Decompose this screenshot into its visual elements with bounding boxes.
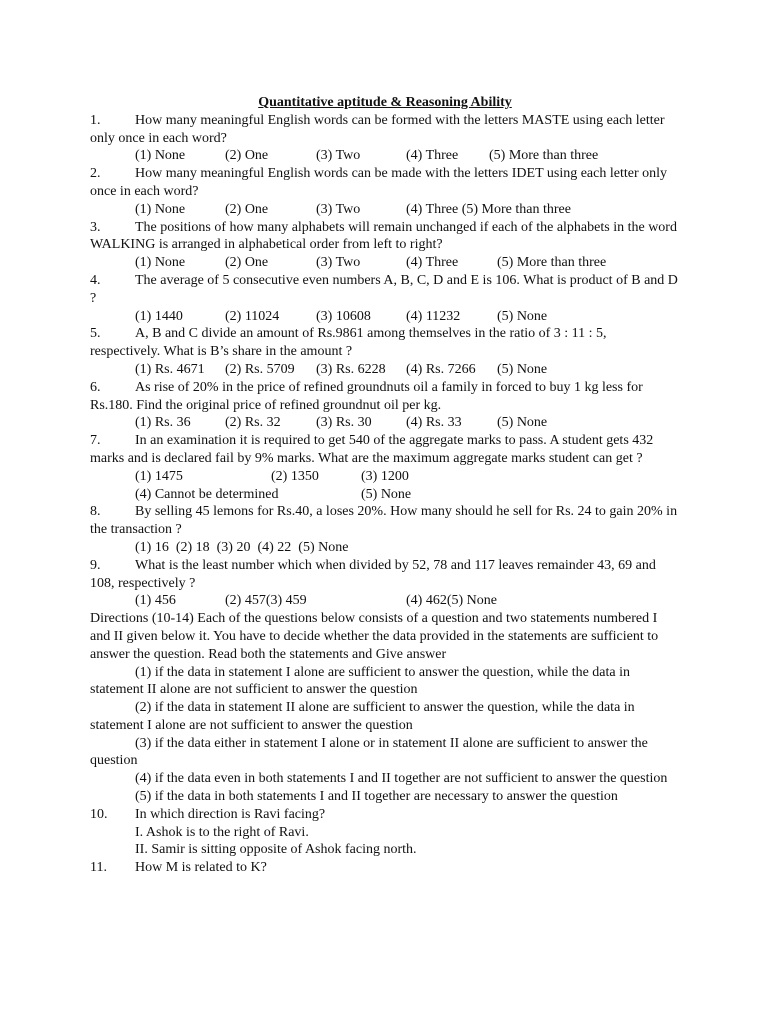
option: (2) Rs. 5709 <box>225 361 295 377</box>
direction-choice: (2) if the data in statement II alone are sufficient to answer the question, while the data in statement I alone are not sufficient to answer the question <box>90 700 635 733</box>
option: (4) Rs. 7266 <box>406 361 476 377</box>
question-10 <box>90 806 680 824</box>
option: (3) 10608 <box>316 308 371 324</box>
option: (1) 1475 <box>135 468 183 484</box>
question-text: The positions of how many alphabets will remain unchanged if each of the alphabets in the word WALKING is arranged in alphabetical order from left to right? <box>90 219 677 253</box>
question-number: 3. <box>90 219 101 235</box>
direction-choice: (1) if the data in statement I alone are sufficient to answer the question, while the data in statement II alone are not sufficient to answer the question <box>90 664 631 698</box>
option: (1) 16 (2) 18 (3) 20 (4) 22 (5) None <box>135 539 349 555</box>
question-6 <box>90 379 680 415</box>
question-text: The average of 5 consecutive even numbers A, B, C, D and E is 106. What is product of B and D ? <box>90 272 678 306</box>
question-text: How M is related to K? <box>135 860 267 876</box>
direction-choice: (5) if the data in both statements I and II together are necessary to answer the question <box>135 789 618 805</box>
option: (5) None <box>497 415 548 431</box>
question-9 <box>90 557 680 593</box>
option: (4) Three <box>406 255 459 271</box>
question-1 <box>90 112 680 148</box>
option: (5) More than three <box>497 255 607 271</box>
option: (1) 456 <box>135 593 176 609</box>
option: (3) 1200 <box>361 468 409 484</box>
option: (2) One <box>225 148 269 164</box>
option: (1) None <box>135 255 186 271</box>
option: (5) More than three <box>489 148 599 164</box>
question-8 <box>90 503 680 539</box>
option: (3) Rs. 30 <box>316 415 372 431</box>
document-page <box>90 94 680 877</box>
question-number: 5. <box>90 326 101 342</box>
statement-2: II. Samir is sitting opposite of Ashok facing north. <box>135 842 417 858</box>
question-text: By selling 45 lemons for Rs.40, a loses 20%. How many should he sell for Rs. 24 to gain 20% in the transaction ? <box>90 504 678 538</box>
option: (4) Three <box>406 148 459 164</box>
question-text: A, B and C divide an amount of Rs.9861 among themselves in the ratio of 3 : 11 : 5, respectively. What is B’s share in the amount ? <box>90 326 607 360</box>
question-text: As rise of 20% in the price of refined groundnuts oil a family in forced to buy 1 kg less for Rs.180. Find the original price of refined groundnut oil per kg. <box>90 379 643 413</box>
option: (1) None <box>135 148 186 164</box>
option: (2) One <box>225 255 269 271</box>
page-title: Quantitative aptitude & Reasoning Ability <box>258 95 512 110</box>
options-row <box>90 201 680 219</box>
option: (1) 1440 <box>135 308 183 324</box>
statement-1: I. Ashok is to the right of Ravi. <box>135 824 309 840</box>
question-text: In which direction is Ravi facing? <box>135 806 326 822</box>
option: (4) 462(5) None <box>406 593 497 609</box>
option: (1) Rs. 36 <box>135 415 191 431</box>
options-row <box>90 147 680 165</box>
question-text: In an examination it is required to get 540 of the aggregate marks to pass. A student gets 432 marks and is declared fail by 9% marks. What are the maximum aggregate marks student can get ? <box>90 433 654 466</box>
option: (4) Cannot be determined <box>135 486 279 502</box>
options-row <box>90 254 680 272</box>
question-4 <box>90 272 680 308</box>
option: (2) 1350 <box>271 468 319 484</box>
option: (2) One <box>225 201 269 217</box>
option: (2) Rs. 32 <box>225 415 281 431</box>
question-number: 9. <box>90 557 101 573</box>
question-text: How many meaningful English words can be made with the letters IDET using each letter only once in each word? <box>90 166 667 199</box>
direction-choice: (3) if the data either in statement I alone or in statement II alone are sufficient to answer the question <box>90 735 648 769</box>
question-11 <box>90 859 680 877</box>
option: (3) Rs. 6228 <box>316 361 386 377</box>
direction-choice: (4) if the data even in both statements I and II together are not sufficient to answer the question <box>135 771 668 787</box>
question-number: 8. <box>90 504 101 520</box>
option: (3) Two <box>316 201 361 217</box>
option: (2) 457(3) 459 <box>225 593 307 609</box>
directions-intro: Directions (10-14) Each of the questions below consists of a question and two statements numbered I and II given below it. You have to decide whether the data provided in the statements are sufficient to answer the question. Read both the statements and Give answer <box>90 611 659 662</box>
question-3 <box>90 219 680 255</box>
option: (3) Two <box>316 148 361 164</box>
option: (5) None <box>497 361 548 377</box>
question-7 <box>90 432 680 468</box>
options-row <box>90 468 680 486</box>
options-row <box>90 486 680 504</box>
question-number: 2. <box>90 166 101 182</box>
question-number: 4. <box>90 272 101 288</box>
option: (4) Three (5) More than three <box>406 201 571 217</box>
option: (4) 11232 <box>406 308 461 324</box>
question-number: 6. <box>90 379 101 395</box>
question-2 <box>90 165 680 201</box>
question-number: 7. <box>90 433 101 449</box>
question-text: How many meaningful English words can be formed with the letters MASTE using each letter only once in each word? <box>90 112 665 146</box>
options-row <box>90 539 680 557</box>
options-row <box>90 361 680 379</box>
option: (5) None <box>497 308 548 324</box>
question-number: 1. <box>90 112 101 128</box>
option: (2) 11024 <box>225 308 280 324</box>
options-row <box>90 592 680 610</box>
option: (3) Two <box>316 255 361 271</box>
option: (1) None <box>135 201 186 217</box>
option: (4) Rs. 33 <box>406 415 462 431</box>
question-number: 11. <box>90 860 107 876</box>
option: (5) None <box>361 486 412 502</box>
options-row <box>90 414 680 432</box>
question-text: What is the least number which when divided by 52, 78 and 117 leaves remainder 43, 69 and 108, respectively ? <box>90 557 656 591</box>
options-row <box>90 308 680 326</box>
option: (1) Rs. 4671 <box>135 361 205 377</box>
question-number: 10. <box>90 806 108 822</box>
question-5 <box>90 325 680 361</box>
